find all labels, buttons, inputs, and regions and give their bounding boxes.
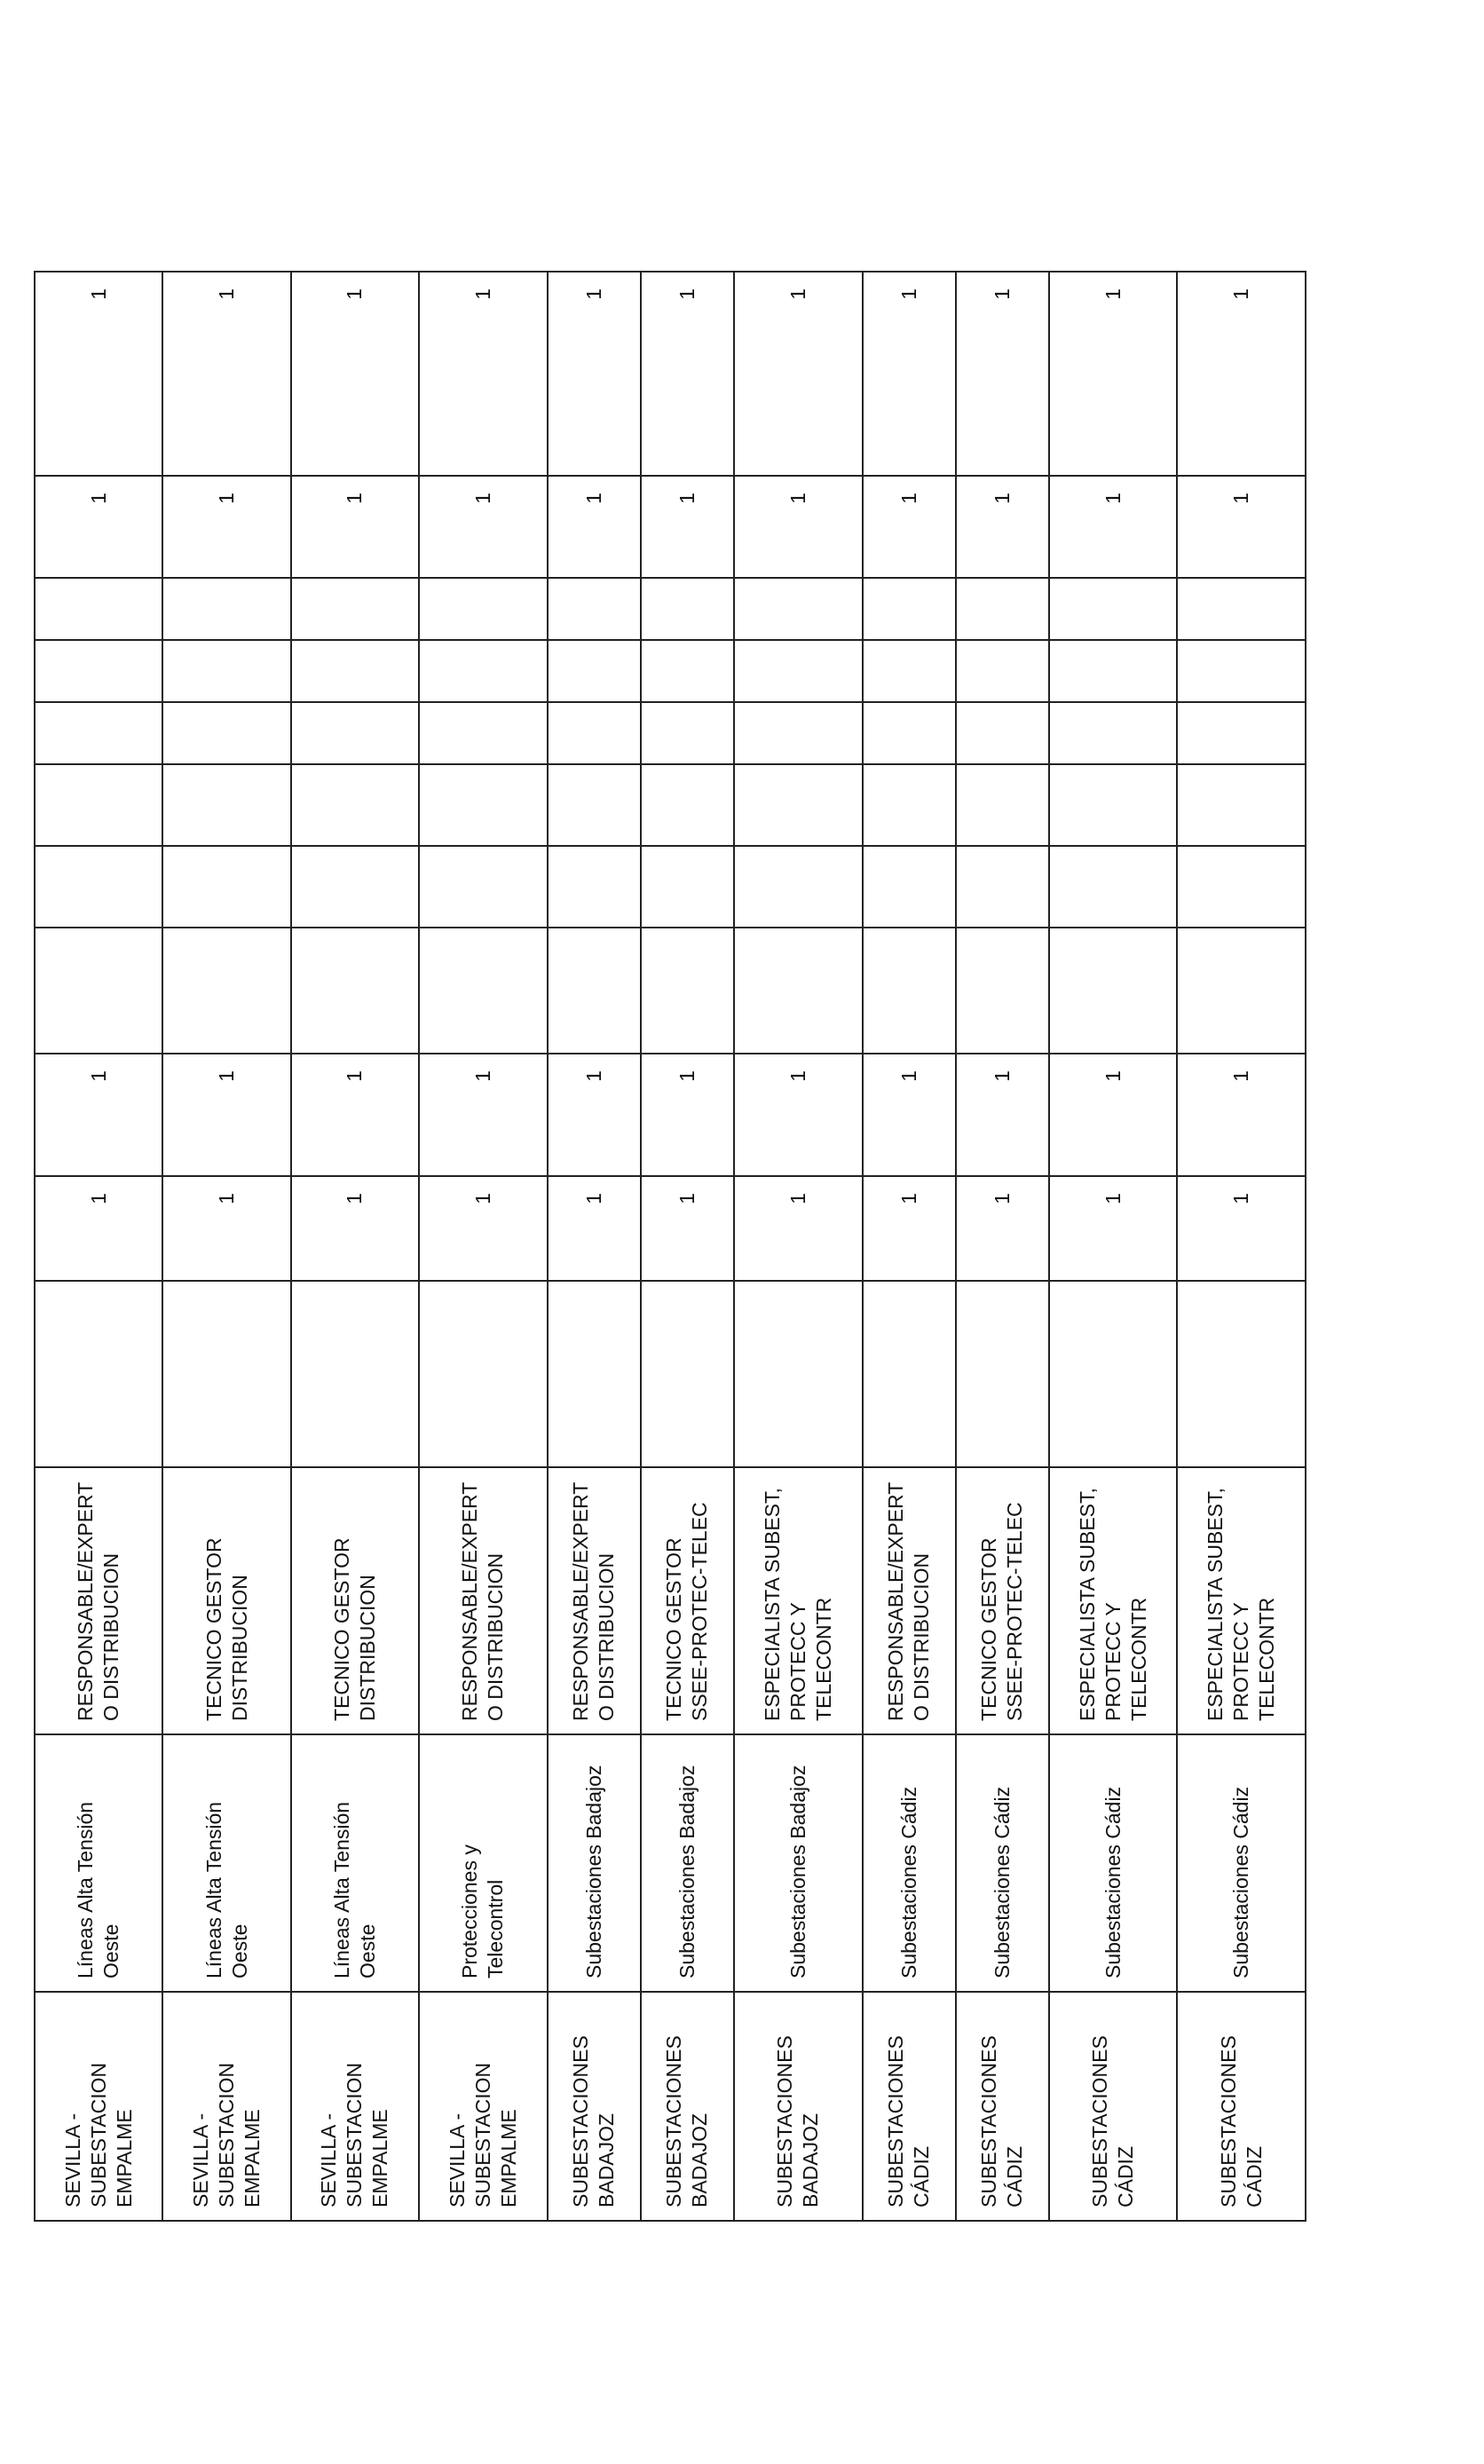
value-cell bbox=[734, 1281, 862, 1467]
value-cell bbox=[548, 928, 641, 1054]
table-row bbox=[162, 272, 290, 2221]
value-cell bbox=[734, 702, 862, 764]
unit-cell: Líneas Alta Tensión Oeste bbox=[162, 1734, 290, 1992]
value-cell: 1 bbox=[641, 1054, 734, 1176]
value-cell: 1 bbox=[734, 1176, 862, 1281]
value-cell bbox=[1177, 702, 1306, 764]
value-cell bbox=[641, 640, 734, 702]
area-cell: SEVILLA - SUBESTACION EMPALME bbox=[291, 1992, 419, 2221]
value-cell bbox=[641, 702, 734, 764]
rotated-table-frame bbox=[34, 272, 1306, 2222]
area-cell: SUBESTACIONES BADAJOZ bbox=[734, 1992, 862, 2221]
value-cell bbox=[35, 928, 162, 1054]
table-row bbox=[956, 272, 1049, 2221]
value-cell bbox=[162, 1281, 290, 1467]
value-cell bbox=[641, 1281, 734, 1467]
unit-cell: Líneas Alta Tensión Oeste bbox=[291, 1734, 419, 1992]
value-cell bbox=[548, 846, 641, 928]
value-cell bbox=[419, 1281, 547, 1467]
value-cell: 1 bbox=[1177, 272, 1306, 476]
value-cell: 1 bbox=[291, 476, 419, 578]
value-cell bbox=[734, 640, 862, 702]
value-cell: 1 bbox=[1177, 1054, 1306, 1176]
position-cell: RESPONSABLE/EXPERT O DISTRIBUCION bbox=[419, 1467, 547, 1734]
value-cell: 1 bbox=[419, 1176, 547, 1281]
value-cell bbox=[1177, 846, 1306, 928]
value-cell: 1 bbox=[641, 272, 734, 476]
unit-cell: Subestaciones Cádiz bbox=[956, 1734, 1049, 1992]
value-cell bbox=[291, 764, 419, 846]
position-cell: TECNICO GESTOR SSEE-PROTEC-TELEC bbox=[641, 1467, 734, 1734]
value-cell bbox=[548, 764, 641, 846]
value-cell: 1 bbox=[734, 1054, 862, 1176]
value-cell bbox=[548, 640, 641, 702]
value-cell: 1 bbox=[419, 476, 547, 578]
area-cell: SUBESTACIONES CÁDIZ bbox=[1177, 1992, 1306, 2221]
area-cell: SUBESTACIONES CÁDIZ bbox=[1049, 1992, 1177, 2221]
value-cell: 1 bbox=[863, 1054, 956, 1176]
value-cell bbox=[291, 928, 419, 1054]
position-cell: TECNICO GESTOR DISTRIBUCION bbox=[162, 1467, 290, 1734]
value-cell: 1 bbox=[956, 1176, 1049, 1281]
value-cell bbox=[863, 578, 956, 640]
unit-cell: Líneas Alta Tensión Oeste bbox=[35, 1734, 162, 1992]
table-row bbox=[1049, 272, 1177, 2221]
value-cell bbox=[734, 764, 862, 846]
value-cell bbox=[291, 640, 419, 702]
value-cell bbox=[35, 1281, 162, 1467]
value-cell bbox=[162, 846, 290, 928]
value-cell bbox=[548, 1281, 641, 1467]
value-cell bbox=[734, 928, 862, 1054]
value-cell bbox=[1049, 764, 1177, 846]
value-cell: 1 bbox=[1049, 1176, 1177, 1281]
value-cell bbox=[956, 764, 1049, 846]
table-row bbox=[548, 272, 641, 2221]
value-cell: 1 bbox=[162, 1176, 290, 1281]
table-row bbox=[1177, 272, 1306, 2221]
area-cell: SEVILLA - SUBESTACION EMPALME bbox=[419, 1992, 547, 2221]
value-cell: 1 bbox=[291, 272, 419, 476]
value-cell: 1 bbox=[419, 1054, 547, 1176]
value-cell bbox=[1177, 640, 1306, 702]
value-cell bbox=[35, 702, 162, 764]
value-cell bbox=[419, 764, 547, 846]
value-cell: 1 bbox=[1049, 1054, 1177, 1176]
value-cell bbox=[863, 764, 956, 846]
value-cell bbox=[1049, 702, 1177, 764]
value-cell bbox=[641, 764, 734, 846]
value-cell bbox=[548, 578, 641, 640]
value-cell bbox=[956, 846, 1049, 928]
value-cell bbox=[956, 928, 1049, 1054]
area-cell: SUBESTACIONES BADAJOZ bbox=[548, 1992, 641, 2221]
value-cell bbox=[162, 640, 290, 702]
value-cell bbox=[419, 928, 547, 1054]
value-cell: 1 bbox=[956, 1054, 1049, 1176]
value-cell: 1 bbox=[863, 476, 956, 578]
unit-cell: Subestaciones Badajoz bbox=[641, 1734, 734, 1992]
position-cell: ESPECIALISTA SUBEST, PROTECC Y TELECONTR bbox=[734, 1467, 862, 1734]
value-cell: 1 bbox=[734, 476, 862, 578]
value-cell bbox=[162, 764, 290, 846]
position-cell: RESPONSABLE/EXPERT O DISTRIBUCION bbox=[863, 1467, 956, 1734]
unit-cell: Subestaciones Badajoz bbox=[734, 1734, 862, 1992]
value-cell: 1 bbox=[35, 476, 162, 578]
value-cell bbox=[548, 702, 641, 764]
value-cell bbox=[956, 702, 1049, 764]
value-cell bbox=[863, 640, 956, 702]
value-cell: 1 bbox=[162, 272, 290, 476]
value-cell: 1 bbox=[956, 272, 1049, 476]
value-cell: 1 bbox=[548, 1176, 641, 1281]
table-row bbox=[419, 272, 547, 2221]
value-cell bbox=[419, 702, 547, 764]
unit-cell: Subestaciones Cádiz bbox=[863, 1734, 956, 1992]
value-cell: 1 bbox=[35, 272, 162, 476]
value-cell: 1 bbox=[1177, 1176, 1306, 1281]
value-cell bbox=[734, 846, 862, 928]
value-cell bbox=[419, 578, 547, 640]
position-cell: RESPONSABLE/EXPERT O DISTRIBUCION bbox=[35, 1467, 162, 1734]
value-cell: 1 bbox=[419, 272, 547, 476]
table-row bbox=[35, 272, 162, 2221]
value-cell bbox=[863, 702, 956, 764]
staff-table bbox=[34, 271, 1306, 2222]
value-cell bbox=[1049, 928, 1177, 1054]
position-cell: ESPECIALISTA SUBEST, PROTECC Y TELECONTR bbox=[1177, 1467, 1306, 1734]
table-row bbox=[641, 272, 734, 2221]
unit-cell: Subestaciones Cádiz bbox=[1177, 1734, 1306, 1992]
value-cell bbox=[734, 578, 862, 640]
position-cell: TECNICO GESTOR SSEE-PROTEC-TELEC bbox=[956, 1467, 1049, 1734]
value-cell bbox=[419, 640, 547, 702]
position-cell: RESPONSABLE/EXPERT O DISTRIBUCION bbox=[548, 1467, 641, 1734]
value-cell bbox=[641, 578, 734, 640]
value-cell: 1 bbox=[863, 1176, 956, 1281]
value-cell bbox=[863, 846, 956, 928]
value-cell: 1 bbox=[162, 476, 290, 578]
value-cell bbox=[641, 846, 734, 928]
value-cell: 1 bbox=[734, 272, 862, 476]
value-cell bbox=[419, 846, 547, 928]
value-cell: 1 bbox=[1049, 476, 1177, 578]
value-cell: 1 bbox=[1049, 272, 1177, 476]
value-cell: 1 bbox=[291, 1176, 419, 1281]
value-cell bbox=[162, 928, 290, 1054]
value-cell bbox=[1049, 1281, 1177, 1467]
value-cell bbox=[291, 702, 419, 764]
value-cell bbox=[1049, 578, 1177, 640]
value-cell: 1 bbox=[548, 1054, 641, 1176]
value-cell bbox=[1049, 846, 1177, 928]
table-row bbox=[734, 272, 862, 2221]
table-row bbox=[863, 272, 956, 2221]
value-cell bbox=[1177, 1281, 1306, 1467]
value-cell bbox=[863, 928, 956, 1054]
value-cell: 1 bbox=[863, 272, 956, 476]
value-cell: 1 bbox=[641, 476, 734, 578]
area-cell: SUBESTACIONES BADAJOZ bbox=[641, 1992, 734, 2221]
value-cell bbox=[162, 578, 290, 640]
value-cell: 1 bbox=[162, 1054, 290, 1176]
value-cell bbox=[291, 578, 419, 640]
unit-cell: Protecciones y Telecontrol bbox=[419, 1734, 547, 1992]
unit-cell: Subestaciones Cádiz bbox=[1049, 1734, 1177, 1992]
value-cell bbox=[1177, 578, 1306, 640]
area-cell: SEVILLA - SUBESTACION EMPALME bbox=[162, 1992, 290, 2221]
value-cell bbox=[956, 1281, 1049, 1467]
value-cell: 1 bbox=[1177, 476, 1306, 578]
area-cell: SUBESTACIONES CÁDIZ bbox=[863, 1992, 956, 2221]
area-cell: SUBESTACIONES CÁDIZ bbox=[956, 1992, 1049, 2221]
value-cell bbox=[35, 846, 162, 928]
value-cell bbox=[35, 640, 162, 702]
value-cell bbox=[291, 1281, 419, 1467]
position-cell: ESPECIALISTA SUBEST, PROTECC Y TELECONTR bbox=[1049, 1467, 1177, 1734]
unit-cell: Subestaciones Badajoz bbox=[548, 1734, 641, 1992]
value-cell bbox=[1177, 928, 1306, 1054]
position-cell: TECNICO GESTOR DISTRIBUCION bbox=[291, 1467, 419, 1734]
table-row bbox=[291, 272, 419, 2221]
value-cell: 1 bbox=[548, 476, 641, 578]
value-cell bbox=[162, 702, 290, 764]
value-cell bbox=[956, 640, 1049, 702]
value-cell: 1 bbox=[35, 1176, 162, 1281]
value-cell: 1 bbox=[956, 476, 1049, 578]
value-cell bbox=[35, 764, 162, 846]
value-cell bbox=[956, 578, 1049, 640]
value-cell: 1 bbox=[291, 1054, 419, 1176]
value-cell bbox=[641, 928, 734, 1054]
value-cell bbox=[291, 846, 419, 928]
value-cell bbox=[35, 578, 162, 640]
value-cell bbox=[1177, 764, 1306, 846]
value-cell: 1 bbox=[641, 1176, 734, 1281]
value-cell: 1 bbox=[35, 1054, 162, 1176]
value-cell bbox=[863, 1281, 956, 1467]
value-cell bbox=[1049, 640, 1177, 702]
area-cell: SEVILLA - SUBESTACION EMPALME bbox=[35, 1992, 162, 2221]
value-cell: 1 bbox=[548, 272, 641, 476]
